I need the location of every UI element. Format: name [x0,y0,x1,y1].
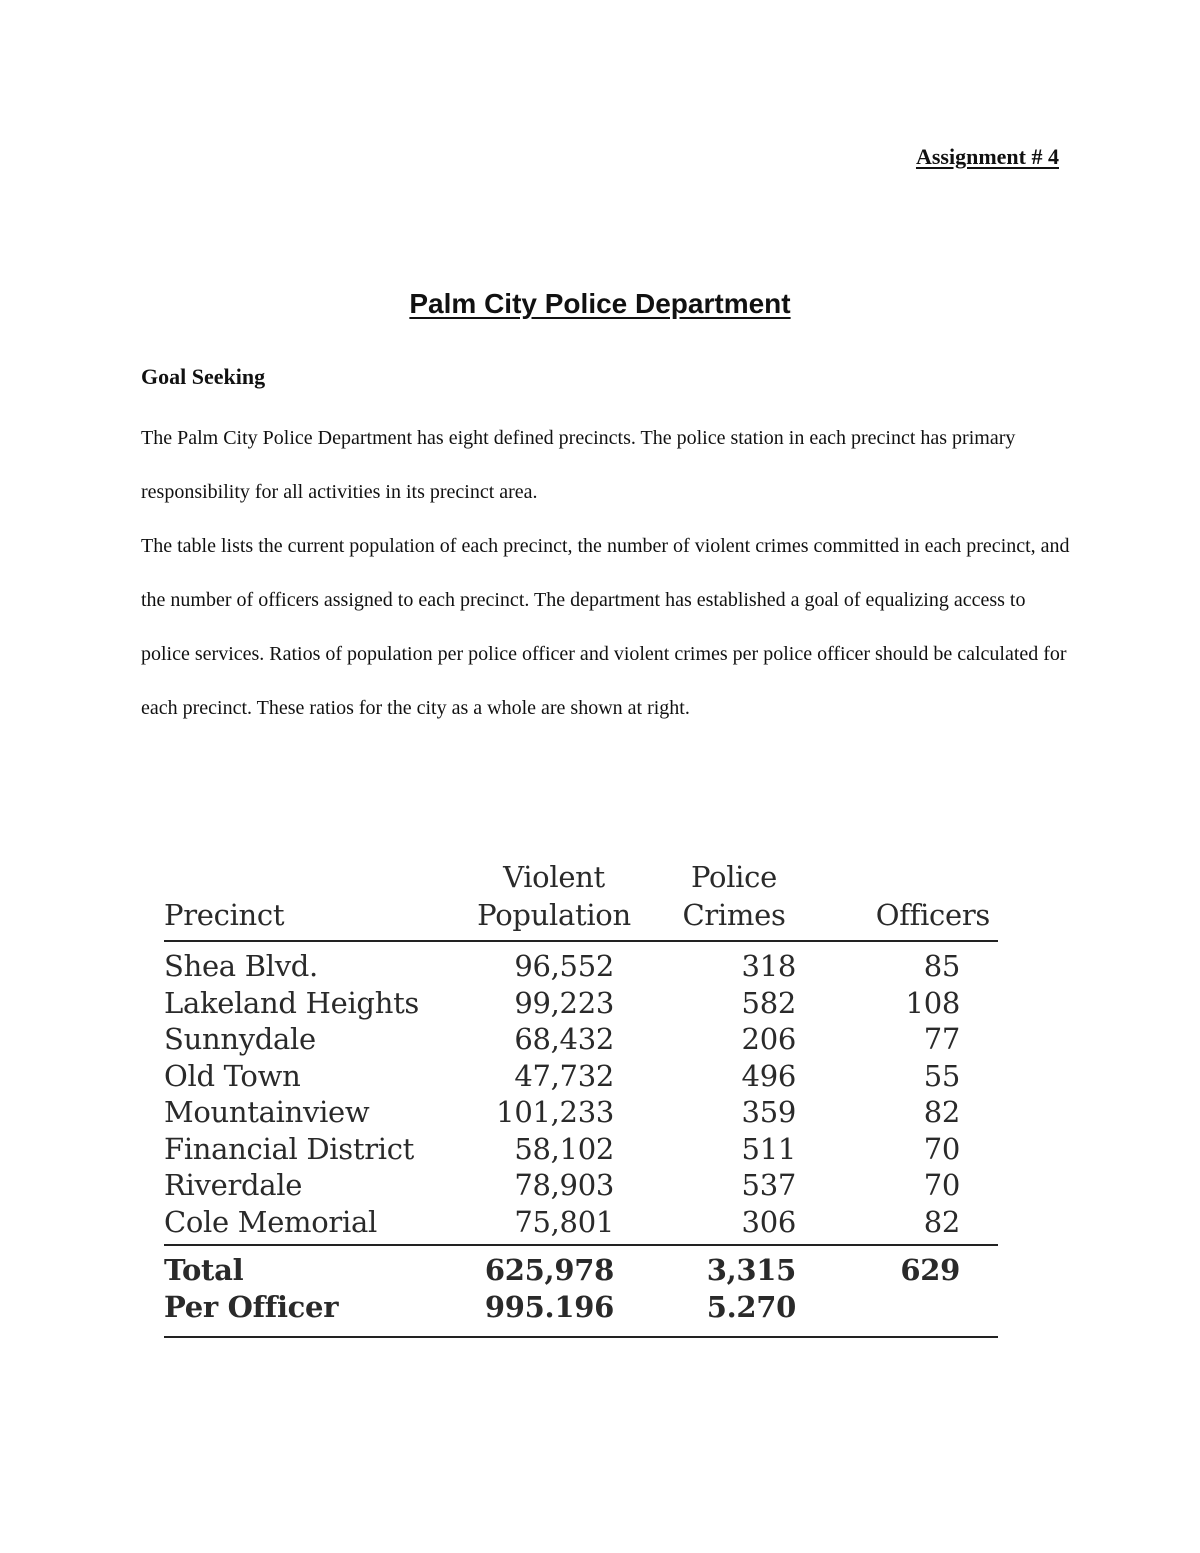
per-officer-crimes: 5.270 [644,1289,824,1337]
cell-population: 101,233 [496,1095,614,1129]
header-officers [824,858,998,941]
cell-crimes: 582 [741,985,796,1020]
precinct-table [164,858,998,1338]
cell-precinct: Sunnydale [164,1022,316,1056]
cell-precinct: Mountainview [164,1095,370,1129]
table-row [164,1058,998,1095]
cell-officers: 82 [923,1095,960,1129]
table-row [164,1021,998,1058]
cell-population: 96,552 [514,949,614,983]
table-row [164,1204,998,1246]
cell-officers: 82 [923,1204,960,1239]
header-officers-label: Officers [875,898,990,932]
cell-precinct: Shea Blvd. [164,949,318,983]
header-crimes-line2: Crimes [682,898,786,932]
cell-crimes: 537 [741,1168,796,1202]
cell-crimes: 306 [741,1204,796,1239]
table-description-paragraph: The table lists the current population of each precinct, the number of violent crimes committed in each precinct, and the number of officers assigned to each precinct. The department has established a goal of equalizing access to police services. Ratios of population per police officer and violent crimes per police officer should be calculated for each precinct. These ratios for the city as a whole are shown at right. [141,535,1070,719]
total-population: 625,978 [464,1245,644,1289]
assignment-label: Assignment # 4 [915,144,1059,169]
header-population [464,858,644,941]
cell-population: 75,801 [514,1204,614,1239]
per-officer-empty [824,1289,998,1337]
per-officer-row [164,1289,998,1337]
cell-population: 78,903 [514,1168,614,1202]
cell-precinct: Riverdale [164,1168,303,1202]
page-title: Palm City Police Department [409,288,791,319]
cell-officers: 70 [923,1131,960,1166]
table-row [164,985,998,1022]
cell-precinct: Lakeland Heights [164,985,420,1020]
table-header-row [164,858,998,941]
table-row [164,1094,998,1131]
intro-paragraph: The Palm City Police Department has eight defined precincts. The police station in each precinct has primary responsibility for all activities in its precinct area. [141,427,1016,503]
cell-officers: 55 [923,1058,960,1093]
header-population-line2: Population [477,898,631,932]
cell-population: 47,732 [514,1058,614,1093]
total-officers: 629 [824,1245,998,1289]
total-row [164,1245,998,1289]
cell-population: 99,223 [514,985,614,1020]
cell-precinct: Financial District [164,1131,415,1166]
header-crimes [644,858,824,941]
table-row [164,941,998,985]
cell-precinct: Cole Memorial [164,1204,377,1239]
per-officer-label: Per Officer [164,1289,464,1337]
cell-crimes: 511 [741,1131,796,1166]
cell-crimes: 318 [741,949,796,983]
cell-officers: 70 [923,1168,960,1202]
cell-officers: 108 [905,985,960,1020]
cell-officers: 77 [923,1022,960,1056]
total-crimes: 3,315 [644,1245,824,1289]
header-population-line1: Violent [503,860,605,894]
per-officer-population: 995.196 [464,1289,644,1337]
header-crimes-line1: Police [691,860,777,894]
cell-population: 58,102 [514,1131,614,1166]
header-precinct-label: Precinct [164,898,285,932]
cell-precinct: Old Town [164,1058,301,1093]
cell-officers: 85 [923,949,960,983]
header-precinct [164,858,464,941]
total-label: Total [164,1245,464,1289]
section-heading: Goal Seeking [141,364,266,389]
cell-crimes: 496 [741,1058,796,1093]
table-row [164,1167,998,1204]
table-row [164,1131,998,1168]
cell-crimes: 359 [741,1095,796,1129]
cell-population: 68,432 [514,1022,614,1056]
cell-crimes: 206 [741,1022,796,1056]
